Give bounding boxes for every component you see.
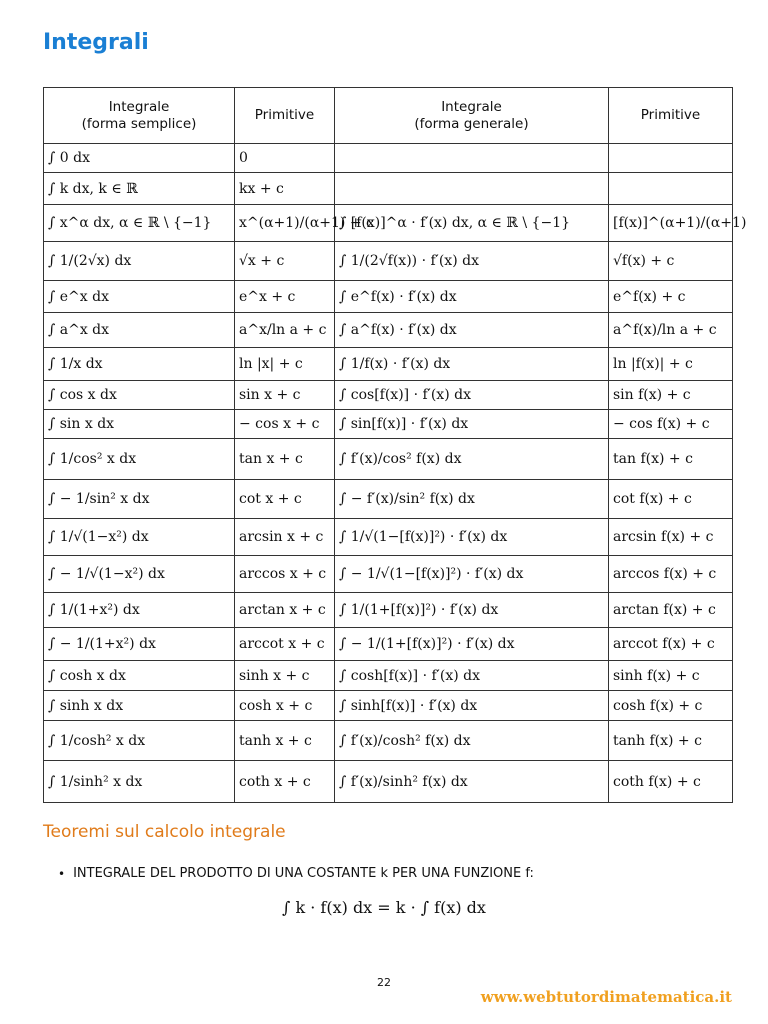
- primitive-general-cell: tan f(x) + c: [609, 439, 733, 480]
- primitive-simple-cell: kx + c: [235, 173, 335, 205]
- table-row: [44, 480, 733, 519]
- table-row: [44, 205, 733, 242]
- primitive-general-cell: [f(x)]^(α+1)/(α+1): [609, 205, 733, 242]
- integral-general-cell: ∫ 1/(2√f(x)) · f′(x) dx: [335, 242, 609, 281]
- primitive-simple-cell: − cos x + c: [235, 410, 335, 439]
- table-row: [44, 691, 733, 721]
- integral-simple-cell: ∫ 1/(1+x²) dx: [44, 593, 235, 628]
- table-row: [44, 661, 733, 691]
- integral-general-cell: ∫ cosh[f(x)] · f′(x) dx: [335, 661, 609, 691]
- integral-simple-cell: ∫ 1/sinh² x dx: [44, 761, 235, 803]
- header-primitive-generale: Primitive: [609, 88, 733, 144]
- integral-simple-cell: ∫ cosh x dx: [44, 661, 235, 691]
- primitive-general-cell: arcsin f(x) + c: [609, 519, 733, 556]
- integral-general-cell: ∫ sin[f(x)] · f′(x) dx: [335, 410, 609, 439]
- integral-general-cell: ∫ 1/√(1−[f(x)]²) · f′(x) dx: [335, 519, 609, 556]
- integral-general-cell: ∫ 1/(1+[f(x)]²) · f′(x) dx: [335, 593, 609, 628]
- primitive-simple-cell: 0: [235, 144, 335, 173]
- integral-simple-cell: ∫ 1/cos² x dx: [44, 439, 235, 480]
- primitive-general-cell: cosh f(x) + c: [609, 691, 733, 721]
- table-row: [44, 519, 733, 556]
- primitive-general-cell: arccos f(x) + c: [609, 556, 733, 593]
- integral-simple-cell: ∫ 1/x dx: [44, 348, 235, 381]
- integral-simple-cell: ∫ − 1/sin² x dx: [44, 480, 235, 519]
- integral-simple-cell: ∫ 1/√(1−x²) dx: [44, 519, 235, 556]
- primitive-simple-cell: ln |x| + c: [235, 348, 335, 381]
- primitive-simple-cell: sinh x + c: [235, 661, 335, 691]
- primitive-general-cell: arccot f(x) + c: [609, 628, 733, 661]
- primitive-simple-cell: coth x + c: [235, 761, 335, 803]
- primitive-simple-cell: √x + c: [235, 242, 335, 281]
- list-item: [58, 866, 534, 881]
- integral-general-cell: ∫ f′(x)/cos² f(x) dx: [335, 439, 609, 480]
- integral-general-cell: [335, 173, 609, 205]
- formula: ∫ k · f(x) dx = k · ∫ f(x) dx: [282, 898, 486, 917]
- integrals-table: [43, 87, 747, 803]
- integral-simple-cell: ∫ sin x dx: [44, 410, 235, 439]
- integral-general-cell: ∫ − 1/(1+[f(x)]²) · f′(x) dx: [335, 628, 609, 661]
- table-row: [44, 173, 733, 205]
- primitive-general-cell: cot f(x) + c: [609, 480, 733, 519]
- bullet-icon: •: [58, 866, 66, 881]
- table-row: [44, 281, 733, 313]
- integral-simple-cell: ∫ sinh x dx: [44, 691, 235, 721]
- header-integrale-generale: Integrale (forma generale): [335, 88, 609, 144]
- integral-simple-cell: ∫ 0 dx: [44, 144, 235, 173]
- primitive-general-cell: [609, 144, 733, 173]
- integral-general-cell: ∫ cos[f(x)] · f′(x) dx: [335, 381, 609, 410]
- integral-general-cell: ∫ a^f(x) · f′(x) dx: [335, 313, 609, 348]
- site-url[interactable]: www.webtutordimatematica.it: [480, 988, 732, 1006]
- table-row: [44, 348, 733, 381]
- page-number: 22: [377, 976, 391, 989]
- integral-general-cell: ∫ sinh[f(x)] · f′(x) dx: [335, 691, 609, 721]
- integral-simple-cell: ∫ 1/(2√x) dx: [44, 242, 235, 281]
- table-row: [44, 721, 733, 761]
- primitive-simple-cell: tan x + c: [235, 439, 335, 480]
- integral-general-cell: ∫ 1/f(x) · f′(x) dx: [335, 348, 609, 381]
- integral-general-cell: ∫ − f′(x)/sin² f(x) dx: [335, 480, 609, 519]
- table-row: [44, 144, 733, 173]
- primitive-simple-cell: arccos x + c: [235, 556, 335, 593]
- table-row: [44, 439, 733, 480]
- table-row: [44, 313, 733, 348]
- integral-simple-cell: ∫ k dx, k ∈ ℝ: [44, 173, 235, 205]
- header-integrale-semplice: Integrale (forma semplice): [44, 88, 235, 144]
- bullet-text: INTEGRALE DEL PRODOTTO DI UNA COSTANTE k PER UNA FUNZIONE f:: [73, 866, 534, 881]
- section-title: Teoremi sul calcolo integrale: [43, 822, 286, 842]
- table-row: [44, 593, 733, 628]
- primitive-simple-cell: a^x/ln a + c: [235, 313, 335, 348]
- primitive-general-cell: − cos f(x) + c: [609, 410, 733, 439]
- primitive-general-cell: sin f(x) + c: [609, 381, 733, 410]
- integral-simple-cell: ∫ e^x dx: [44, 281, 235, 313]
- primitive-general-cell: √f(x) + c: [609, 242, 733, 281]
- primitive-general-cell: [609, 173, 733, 205]
- table-row: [44, 761, 733, 803]
- primitive-simple-cell: arccot x + c: [235, 628, 335, 661]
- integral-simple-cell: ∫ − 1/(1+x²) dx: [44, 628, 235, 661]
- primitive-general-cell: tanh f(x) + c: [609, 721, 733, 761]
- primitive-general-cell: sinh f(x) + c: [609, 661, 733, 691]
- primitive-general-cell: a^f(x)/ln a + c: [609, 313, 733, 348]
- integral-simple-cell: ∫ a^x dx: [44, 313, 235, 348]
- integral-general-cell: ∫ f′(x)/sinh² f(x) dx: [335, 761, 609, 803]
- integral-general-cell: ∫ [f(x)]^α · f′(x) dx, α ∈ ℝ \ {−1}: [335, 205, 609, 242]
- primitive-simple-cell: arctan x + c: [235, 593, 335, 628]
- primitive-simple-cell: cosh x + c: [235, 691, 335, 721]
- primitive-general-cell: arctan f(x) + c: [609, 593, 733, 628]
- primitive-simple-cell: sin x + c: [235, 381, 335, 410]
- primitive-general-cell: coth f(x) + c: [609, 761, 733, 803]
- integral-simple-cell: ∫ x^α dx, α ∈ ℝ \ {−1}: [44, 205, 235, 242]
- table-row: [44, 556, 733, 593]
- integral-general-cell: ∫ − 1/√(1−[f(x)]²) · f′(x) dx: [335, 556, 609, 593]
- primitive-simple-cell: x^(α+1)/(α+1) + c: [235, 205, 335, 242]
- primitive-general-cell: ln |f(x)| + c: [609, 348, 733, 381]
- integral-simple-cell: ∫ cos x dx: [44, 381, 235, 410]
- primitive-simple-cell: arcsin x + c: [235, 519, 335, 556]
- table-header-row: [44, 88, 733, 144]
- table-row: [44, 410, 733, 439]
- integral-simple-cell: ∫ − 1/√(1−x²) dx: [44, 556, 235, 593]
- integral-simple-cell: ∫ 1/cosh² x dx: [44, 721, 235, 761]
- primitive-general-cell: e^f(x) + c: [609, 281, 733, 313]
- integral-general-cell: ∫ f′(x)/cosh² f(x) dx: [335, 721, 609, 761]
- primitive-simple-cell: tanh x + c: [235, 721, 335, 761]
- table-row: [44, 628, 733, 661]
- table-row: [44, 381, 733, 410]
- page-title: Integrali: [43, 30, 149, 55]
- table-row: [44, 242, 733, 281]
- primitive-simple-cell: cot x + c: [235, 480, 335, 519]
- primitive-simple-cell: e^x + c: [235, 281, 335, 313]
- header-primitive: Primitive: [235, 88, 335, 144]
- integral-general-cell: [335, 144, 609, 173]
- integral-general-cell: ∫ e^f(x) · f′(x) dx: [335, 281, 609, 313]
